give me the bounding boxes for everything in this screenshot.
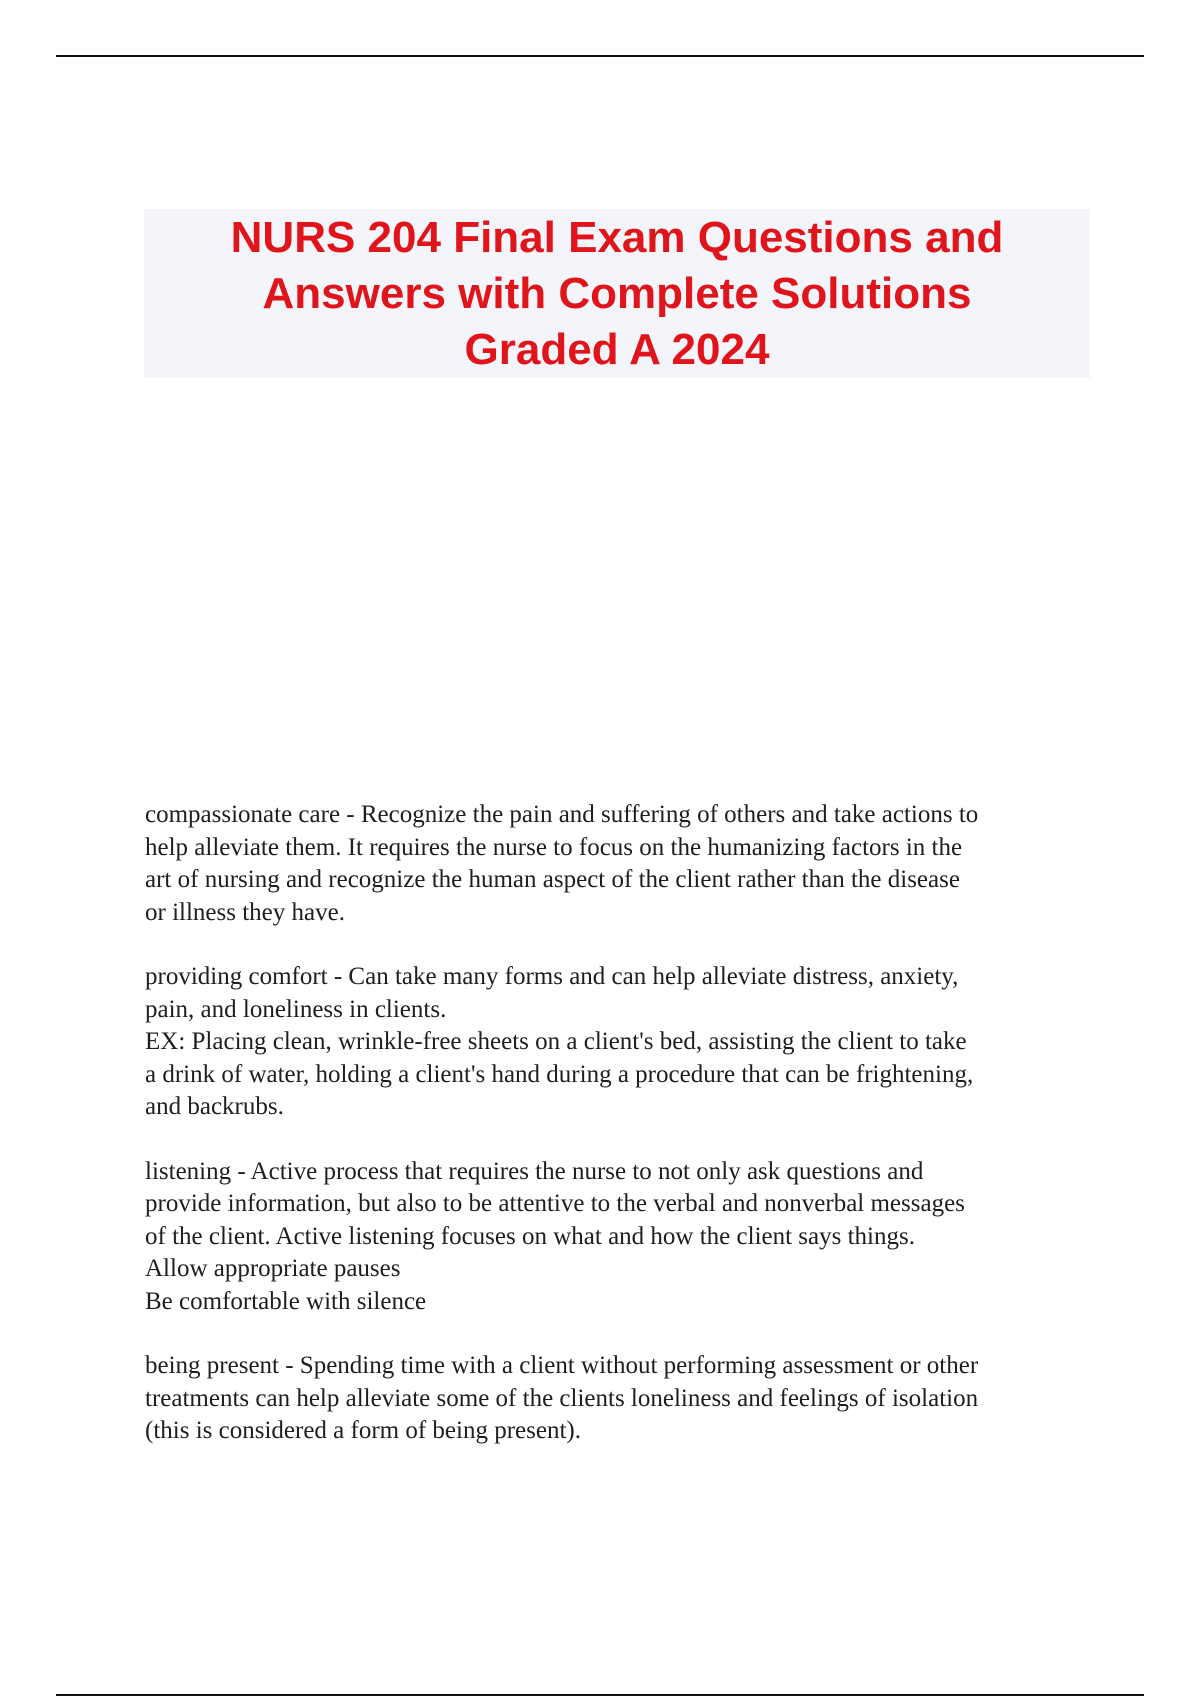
entry-compassionate-care <box>145 799 1105 929</box>
entry-providing-comfort <box>145 961 1105 1124</box>
entry-line: being present - Spending time with a client without performing assessment or other <box>145 1352 979 1379</box>
entry-line: art of nursing and recognize the human aspect of the client rather than the disease <box>145 866 960 893</box>
entry-line: compassionate care - Recognize the pain and suffering of others and take actions to <box>145 801 979 828</box>
entry-line: of the client. Active listening focuses on what and how the client says things. <box>145 1222 915 1250</box>
entry-line: a drink of water, holding a client's hand during a procedure that can be frightening, <box>145 1060 974 1088</box>
document-body <box>145 799 1105 1480</box>
entry-line: providing comfort - Can take many forms and can help alleviate distress, anxiety, <box>145 963 959 990</box>
entry-listening <box>145 1156 1105 1319</box>
entry-line: EX: Placing clean, wrinkle-free sheets on a client's bed, assisting the client to take <box>145 1028 967 1055</box>
entry-line: provide information, but also to be attentive to the verbal and nonverbal messages <box>145 1190 965 1217</box>
entry-line: help alleviate them. It requires the nurse to focus on the humanizing factors in the <box>145 833 963 861</box>
title-banner <box>144 209 1090 378</box>
title-line: Answers with Complete Solutions <box>262 268 972 318</box>
entry-line: Allow appropriate pauses <box>145 1255 401 1282</box>
entry-line: treatments can help alleviate some of the clients loneliness and feelings of isolation <box>145 1384 979 1412</box>
title-line: Graded A 2024 <box>464 324 770 374</box>
entry-line: pain, and loneliness in clients. <box>145 995 447 1023</box>
entry-being-present <box>145 1350 1105 1448</box>
document-title <box>167 210 1067 378</box>
entry-line: (this is considered a form of being present). <box>145 1417 581 1444</box>
entry-line: and backrubs. <box>145 1093 284 1120</box>
entry-line: or illness they have. <box>145 898 345 926</box>
top-rule <box>56 55 1144 57</box>
entry-line: Be comfortable with silence <box>145 1287 427 1315</box>
title-line: NURS 204 Final Exam Questions and <box>230 212 1004 262</box>
bottom-rule <box>56 1694 1144 1696</box>
entry-line: listening - Active process that requires the nurse to not only ask questions and <box>145 1157 924 1185</box>
